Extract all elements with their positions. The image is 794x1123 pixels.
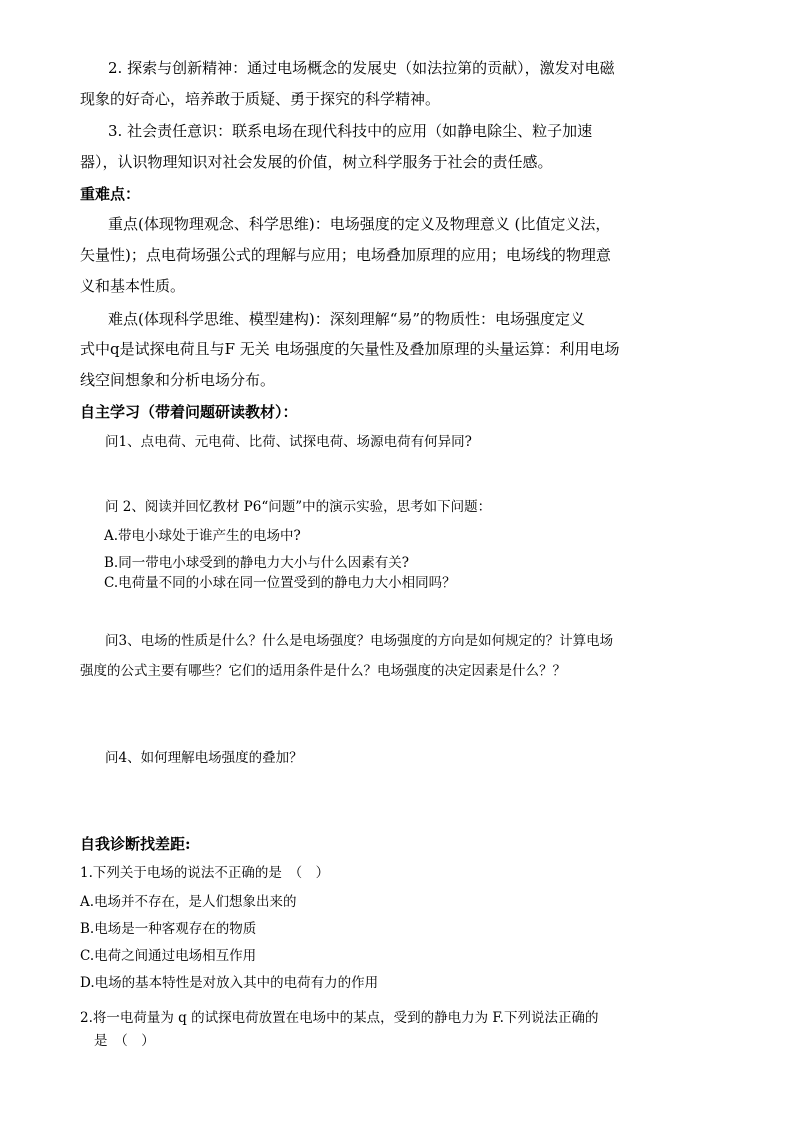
self-study-q4: 问4、如何理解电场强度的叠加？ <box>105 750 303 766</box>
self-study-q3-line-2: 强度的公式主要有哪些？它们的适用条件是什么？电场强度的决定因素是什么？？ <box>80 663 566 679</box>
diagnosis-q1-option-d: D.电场的基本特性是对放入其中的电荷有力的作用 <box>80 975 379 991</box>
self-study-q3-line-1: 问3、电场的性质是什么？什么是电场强度？电场强度的方向是如何规定的？计算电场 <box>105 633 614 649</box>
self-study-q2-c: C.电荷量不同的小球在同一位置受到的静电力大小相同吗？ <box>104 575 456 591</box>
self-study-q1: 问1、点电荷、元电荷、比荷、试探电荷、场源电荷有何异同? <box>105 434 472 450</box>
diagnosis-q2-line-1: 2.将一电荷量为 q 的试探电荷放置在电场中的某点，受到的静电力为 F.下列说法正确的 <box>80 1010 599 1026</box>
goal-3-line-2: 器），认识物理知识对社会发展的价值，树立科学服务于社会的责任感。 <box>80 153 553 171</box>
key-points-heading: 重难点： <box>80 185 141 203</box>
diagnosis-heading: 自我诊断找差距: <box>80 835 191 853</box>
self-study-q2: 问 2、阅读并回忆教材 P6“问题”中的演示实验，思考如下问题： <box>105 499 492 515</box>
goal-2-line-2: 现象的好奇心，培养敢于质疑、勇于探究的科学精神。 <box>80 90 441 108</box>
goal-2-line-1: 2. 探索与创新精神：通过电场概念的发展史（如法拉第的贡献），激发对电磁 <box>108 59 615 77</box>
self-study-q2-b: B.同一带电小球受到的静电力大小与什么因素有关? <box>104 555 409 571</box>
self-study-q2-a: A.带电小球处于谁产生的电场中? <box>104 528 301 544</box>
goal-3-line-1: 3. 社会责任意识：联系电场在现代科技中的应用（如静电除尘、粒子加速 <box>108 122 593 140</box>
diagnosis-q2-line-2: 是 （ ） <box>94 1033 155 1049</box>
difficult-line-1: 难点(体现科学思维、模型建构)：深刻理解“易”的物质性：电场强度定义 <box>108 310 586 328</box>
diagnosis-q1-stem: 1.下列关于电场的说法不正确的是 （ ） <box>80 865 330 881</box>
difficult-line-2: 式中q是试探电荷且与F 无关 电场强度的矢量性及叠加原理的头量运算：利用电场 <box>80 340 620 358</box>
focus-line-2: 矢量性)；点电荷场强公式的理解与应用；电场叠加原理的应用；电场线的物理意 <box>80 246 611 264</box>
diagnosis-q1-option-a: A.电场并不存在，是人们想象出来的 <box>80 894 297 910</box>
focus-line-1: 重点(体现物理观念、科学思维)：电场强度的定义及物理意义 (比值定义法， <box>108 215 611 233</box>
diagnosis-q1-option-c: C.电荷之间通过电场相互作用 <box>80 948 257 964</box>
difficult-line-3: 线空间想象和分析电场分布。 <box>80 371 276 389</box>
self-study-heading: 自主学习（带着问题研读教材）： <box>80 403 298 421</box>
diagnosis-q1-option-b: B.电场是一种客观存在的物质 <box>80 921 257 937</box>
focus-line-3: 义和基本性质。 <box>80 277 186 295</box>
